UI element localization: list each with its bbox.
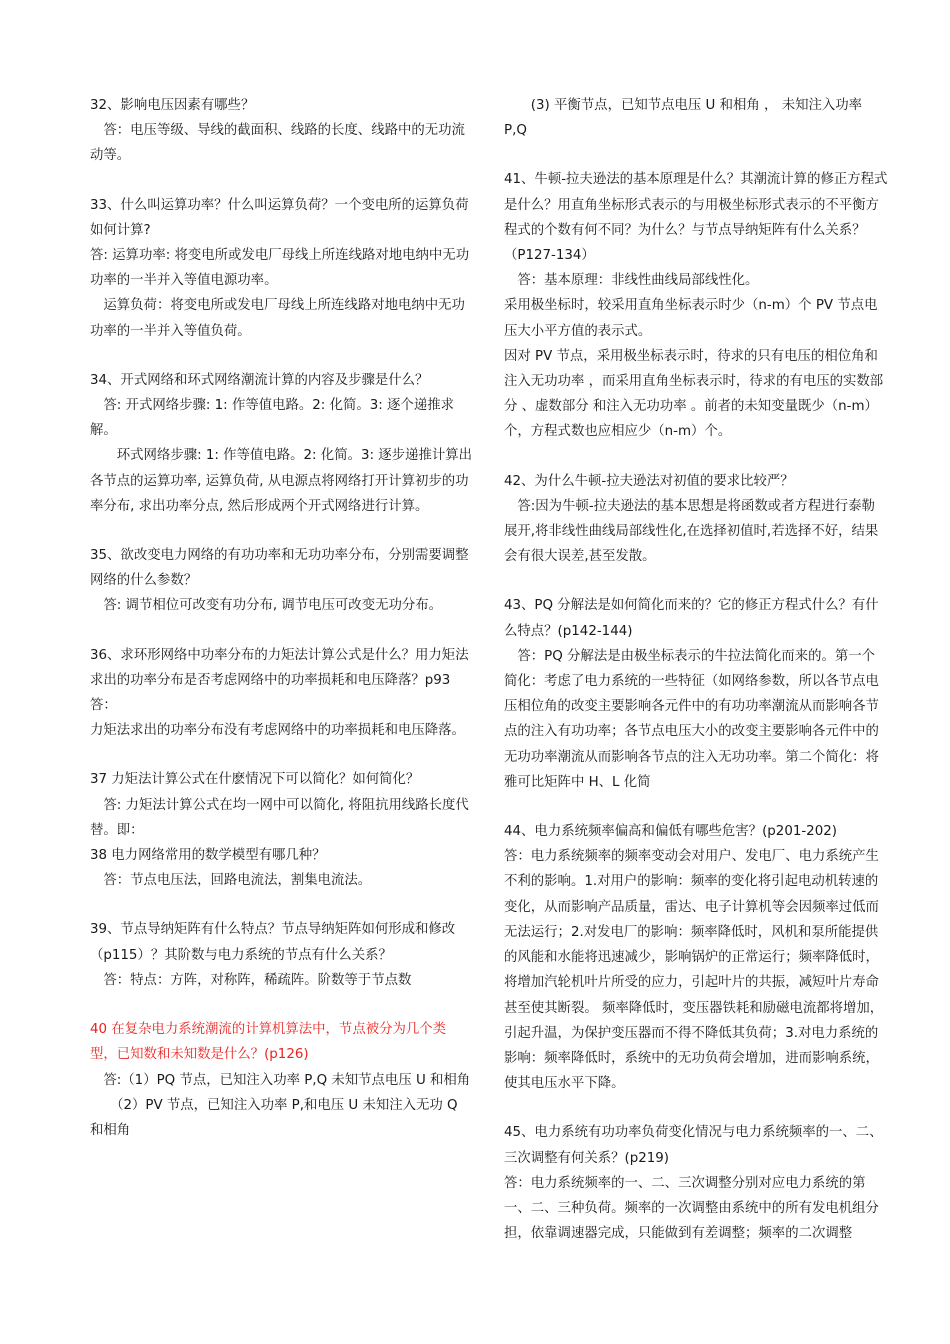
answer-label: 答： — [90, 698, 117, 714]
question-44 — [504, 819, 888, 1096]
answer-text: 答: 调节相位可改变有功分布, 调节电压可改变无功分布。 — [90, 598, 443, 614]
question-32 — [90, 93, 472, 169]
answer-text: 答:（1）PQ 节点，已知注入功率 P,Q 未知节点电压 U 和相角 — [90, 1072, 471, 1088]
question-41 — [504, 167, 888, 444]
answer-text: 答:因为牛顿-拉夫逊法的基本思想是将函数或者方程进行泰勒展开,将非线性曲线局部线性化,在选择初值时,若选择不好，结果会有很大误差,甚至发散。 — [504, 498, 879, 565]
question-40 — [90, 1017, 472, 1143]
question-text: 35、欲改变电力网络的有功功率和无功功率分布，分别需要调整网络的什么参数？ — [90, 548, 469, 589]
answer-text: 答：基本原理：非线性曲线局部线性化。 — [504, 273, 759, 289]
question-38 — [90, 843, 472, 893]
answer-text: 答: 运算功率: 将变电所或发电厂母线上所连线路对地电纳中无功功率的一半并入等值电源功率。 — [90, 248, 470, 289]
question-text: 36、求环形网络中功率分布的力矩法计算公式是什么？用力矩法求出的功率分布是否考虑网络中的功率损耗和电压降落？p93 — [90, 647, 469, 688]
answer-text: 答: 力矩法计算公式在均一网中可以简化, 将阻抗用线路长度代替。即： — [90, 797, 469, 838]
question-text: 39、节点导纳矩阵有什么特点？节点导纳矩阵如何形成和修改（p115）？其阶数与电力系统的节点有什么关系？ — [90, 922, 456, 963]
question-text: 43、PQ 分解法是如何简化而来的？它的修正方程式什么？有什么特点？(p142-144) — [504, 598, 879, 639]
question-37 — [90, 767, 472, 843]
answer-text: 答：PQ 分解法是由极坐标表示的牛拉法简化而来的。第一个简化：考虑了电力系统的一些特征（如网络参数，所以各节点电压相位角的改变主要影响各元件中的有功功率潮流从而影响各节点的注入有功功率；各节点电压大小的改变主要影响各元件中的无功功率潮流从而影响各节点的注入无功功率。第二个简化：将雅可比矩阵中 H、L 化简 — [504, 648, 879, 790]
question-text: 38 电力网络常用的数学模型有哪几种？ — [90, 848, 326, 864]
question-43 — [504, 593, 888, 795]
answer-text: 因对 PV 节点，采用极坐标表示时，待求的只有电压的相位角和注入无功功率 ，而采用直角坐标表示时，待求的有电压的实数部分 、虚数部分 和注入无功功率 。前者的未知变量既少（n-m）个，方程式数也应相应少（n-m）个。 — [504, 348, 884, 440]
question-text: 42、为什么牛顿-拉夫逊法对初值的要求比较严？ — [504, 473, 794, 489]
question-42 — [504, 469, 888, 570]
question-text: 34、开式网络和环式网络潮流计算的内容及步骤是什么？ — [90, 372, 429, 388]
question-text-highlighted: 40 在复杂电力系统潮流的计算机算法中，节点被分为几个类型，已知数和未知数是什么？(p126) — [90, 1022, 447, 1063]
answer-text: 力矩法求出的功率分布没有考虑网络中的功率损耗和电压降落。 — [90, 723, 465, 739]
question-text: 45、电力系统有功功率负荷变化情况与电力系统频率的一、二、三次调整有何关系？(p219) — [504, 1125, 883, 1166]
answer-text: 运算负荷：将变电所或发电厂母线上所连线路对地电纳中无功功率的一半并入等值负荷。 — [90, 298, 465, 339]
left-column — [90, 93, 472, 1143]
answer-text: 答：电压等级、导线的截面积、线路的长度、线路中的无功流动等。 — [90, 123, 465, 164]
answer-text: 环式网络步骤: 1: 作等值电路。2: 化简。3: 逐步递推计算出各节点的运算功率, 运算负荷, 从电源点将网络打开计算初步的功率分布, 求出功率分点, 然后形成两个开式网络进行计算。 — [90, 448, 473, 514]
answer-text: 答：电力系统频率的一、二、三次调整分别对应电力系统的第一、二、三种负荷。频率的一次调整由系统中的所有发电机组分担，依靠调速器完成，只能做到有差调整；频率的二次调整 — [504, 1175, 879, 1242]
answer-text: （2）PV 节点，已知注入功率 P,和电压 U 未知注入无功 Q 和相角 — [90, 1097, 458, 1138]
answer-text: 采用极坐标时，较采用直角坐标表示时少（n-m）个 PV 节点电压大小平方值的表示式。 — [504, 298, 878, 339]
question-text: 41、牛顿-拉夫逊法的基本原理是什么？其潮流计算的修正方程式是什么？用直角坐标形式表示的与用极坐标形式表示的不平衡方程式的个数有何不同？为什么？与节点导纳矩阵有什么关系？（P127-134） — [504, 172, 888, 264]
question-45 — [504, 1120, 888, 1246]
question-33 — [90, 193, 472, 344]
question-35 — [90, 543, 472, 619]
question-39 — [90, 917, 472, 993]
question-text: 37 力矩法计算公式在什麽情况下可以简化？如何简化？ — [90, 772, 420, 788]
question-34 — [90, 368, 472, 519]
question-text: 33、什么叫运算功率？什么叫运算负荷？一个变电所的运算负荷如何计算? — [90, 197, 469, 238]
answer-text: 答：电力系统频率的频率变动会对用户、发电厂、电力系统产生不利的影响。1.对用户的影响：频率的变化将引起电动机转速的变化，从而影响产品质量，雷达、电子计算机等会因频率过低而无法运行；2.对发电厂的影响：频率降低时，风机和泵所能提供的风能和水能将迅速减少，影响锅炉的正常运行；频率降低时，将增加汽轮机叶片所受的应力，引起叶片的共振，减短叶片寿命甚至使其断裂。 频率降低时，变压器铁耗和励磁电流都将增加，引起升温，为保护变压器而不得不降低其负荷；3.对电力系统的影响：频率降低时，系统中的无功负荷会增加，进而影响系统，使其电压水平下降。 — [504, 849, 884, 1092]
question-36 — [90, 643, 472, 744]
right-column — [504, 93, 888, 1246]
question-40-continued — [504, 93, 888, 143]
answer-text: (3) 平衡节点，已知节点电压 U 和相角 ， 未知注入功率 P,Q — [504, 98, 863, 139]
answer-text: 答：节点电压法，回路电流法，割集电流法。 — [90, 873, 372, 889]
question-text: 44、电力系统频率偏高和偏低有哪些危害？(p201-202) — [504, 824, 837, 840]
question-text: 32、影响电压因素有哪些？ — [90, 98, 255, 113]
answer-text: 答: 开式网络步骤: 1: 作等值电路。2: 化简。3: 逐个递推求解。 — [90, 398, 454, 439]
answer-text: 答：特点：方阵，对称阵，稀疏阵。阶数等于节点数 — [90, 972, 412, 988]
